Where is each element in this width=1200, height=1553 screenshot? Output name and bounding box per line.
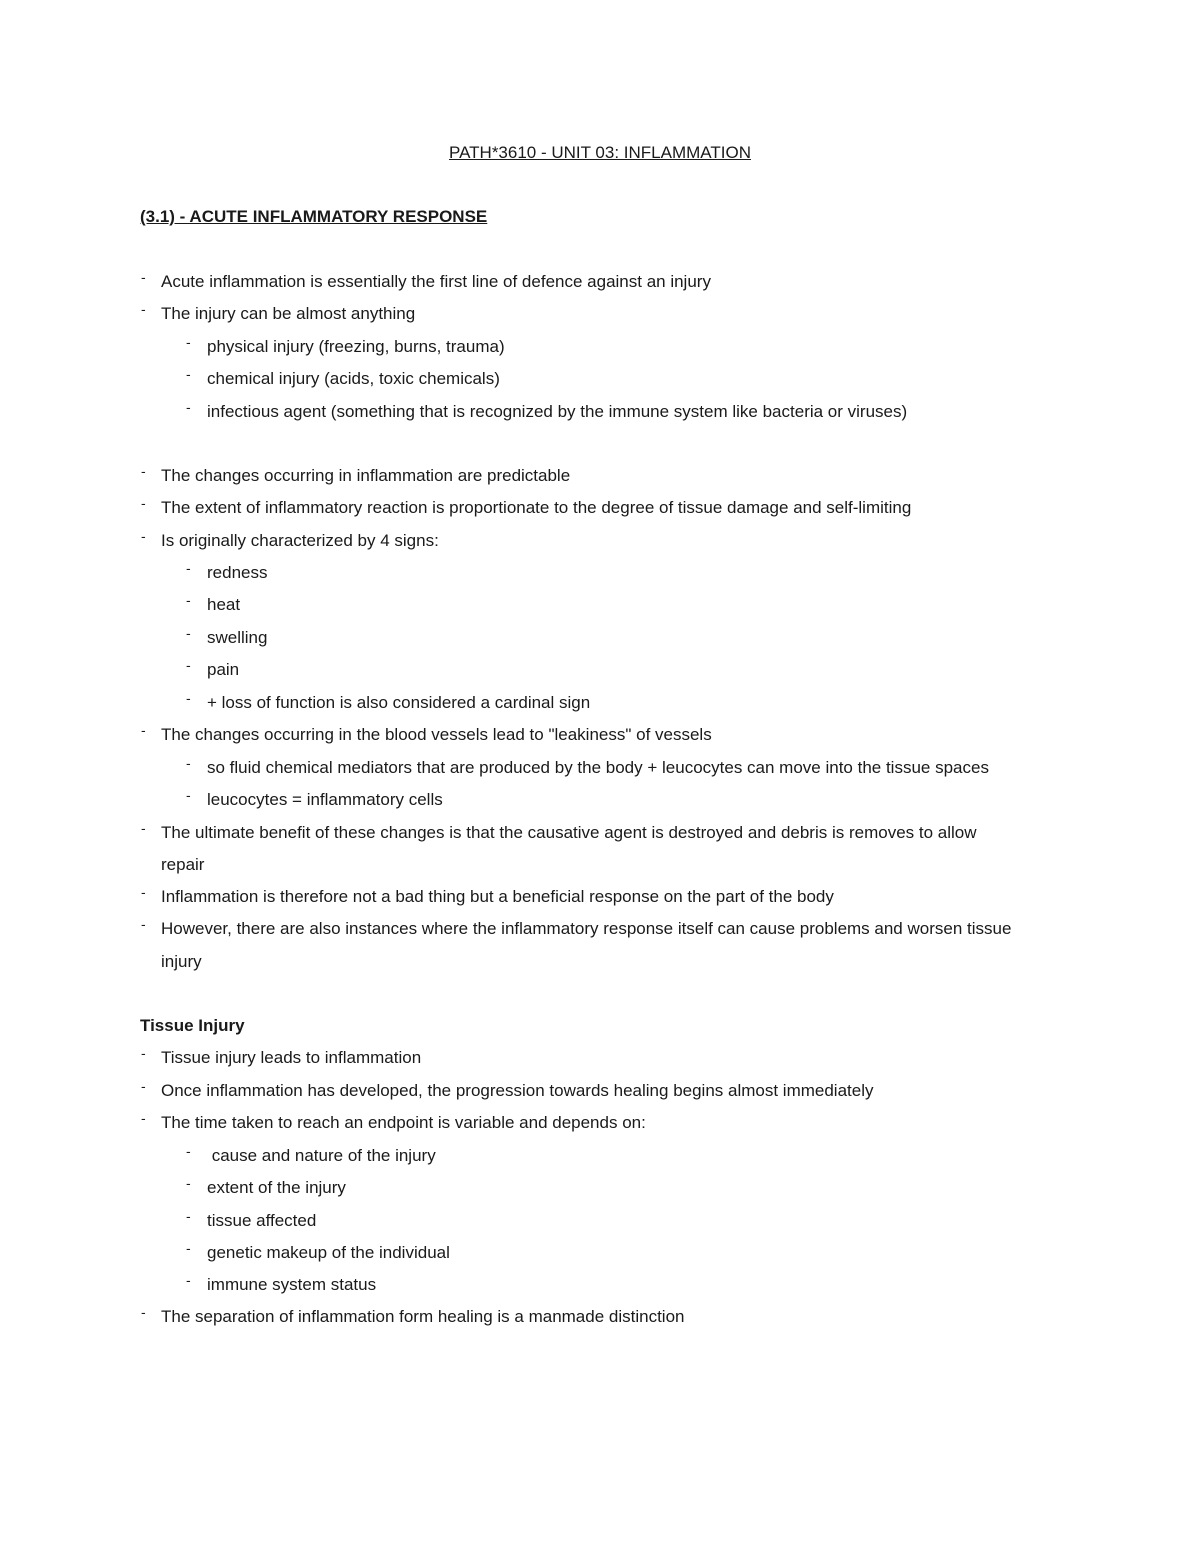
bullet-dash: - <box>186 366 191 382</box>
bullet-dash: - <box>186 592 191 608</box>
bullet-dash: - <box>141 1110 146 1126</box>
sub-list-item <box>186 1272 377 1297</box>
list-item <box>141 1078 874 1103</box>
bullet-dash: - <box>141 269 146 285</box>
bullet-dash: - <box>186 399 191 415</box>
bullet-dash: - <box>141 820 146 836</box>
list-item-text: Tissue injury leads to inflammation <box>161 1048 422 1067</box>
sub-list-item <box>186 1240 450 1265</box>
list-item <box>141 495 912 520</box>
sub-list-item <box>186 690 591 715</box>
list-item-text: genetic makeup of the individual <box>207 1243 450 1262</box>
list-item-text: However, there are also instances where the inflammatory response itself can cause problems and worsen tissue <box>161 919 1012 938</box>
bullet-dash: - <box>186 1272 191 1288</box>
sub-list-item <box>186 592 241 617</box>
bullet-dash: - <box>141 722 146 738</box>
bullet-dash: - <box>141 1078 146 1094</box>
list-item-continuation: repair <box>161 855 205 874</box>
list-item-text: + loss of function is also considered a cardinal sign <box>207 693 591 712</box>
list-item <box>141 884 834 909</box>
bullet-dash: - <box>141 884 146 900</box>
list-item-text: The separation of inflammation form healing is a manmade distinction <box>161 1307 685 1326</box>
bullet-dash: - <box>141 528 146 544</box>
sub-list-item <box>186 560 268 585</box>
list-item-text: tissue affected <box>207 1211 317 1230</box>
list-item-text: swelling <box>207 628 268 647</box>
document-title: PATH*3610 - UNIT 03: INFLAMMATION <box>449 143 751 162</box>
list-item <box>141 528 439 553</box>
bullet-dash: - <box>141 495 146 511</box>
list-item-text: Acute inflammation is essentially the first line of defence against an injury <box>161 272 711 291</box>
list-item-text: Once inflammation has developed, the progression towards healing begins almost immediately <box>161 1081 874 1100</box>
list-item-text: pain <box>207 660 240 679</box>
list-item <box>141 916 1012 941</box>
sub-list-item <box>186 1143 436 1168</box>
list-item-text: redness <box>207 563 268 582</box>
sub-list-item <box>186 625 268 650</box>
bullet-dash: - <box>186 657 191 673</box>
list-item-text: The time taken to reach an endpoint is variable and depends on: <box>161 1113 646 1132</box>
section-heading-acute-inflammatory-response: (3.1) - ACUTE INFLAMMATORY RESPONSE <box>140 207 488 226</box>
list-item-text: heat <box>207 595 241 614</box>
section-heading-tissue-injury: Tissue Injury <box>140 1016 245 1035</box>
sub-list-item <box>186 399 908 424</box>
list-item-text: leucocytes = inflammatory cells <box>207 790 443 809</box>
list-item-text: physical injury (freezing, burns, trauma) <box>207 337 505 356</box>
bullet-dash: - <box>186 787 191 803</box>
list-item-text: cause and nature of the injury <box>207 1146 436 1165</box>
sub-list-item <box>186 755 989 780</box>
list-item-text: The ultimate benefit of these changes is that the causative agent is destroyed and debris is removes to allow <box>161 823 977 842</box>
list-item <box>141 722 712 747</box>
list-item-text: The extent of inflammatory reaction is proportionate to the degree of tissue damage and self-limiting <box>161 498 912 517</box>
list-item-text: immune system status <box>207 1275 377 1294</box>
bullet-dash: - <box>141 916 146 932</box>
list-item <box>141 1110 646 1135</box>
sub-list-item <box>186 1175 346 1200</box>
bullet-dash: - <box>186 560 191 576</box>
list-item-text: so fluid chemical mediators that are produced by the body + leucocytes can move into the tissue spaces <box>207 758 989 777</box>
bullet-dash: - <box>186 625 191 641</box>
list-item-text: infectious agent (something that is recognized by the immune system like bacteria or viruses) <box>207 402 908 421</box>
list-item <box>141 269 711 294</box>
list-item-text: extent of the injury <box>207 1178 346 1197</box>
list-item <box>141 463 571 488</box>
sub-list-item <box>186 366 500 391</box>
list-item <box>141 301 416 326</box>
bullet-dash: - <box>186 334 191 350</box>
list-item-text: Is originally characterized by 4 signs: <box>161 531 439 550</box>
bullet-dash: - <box>141 1304 146 1320</box>
list-item-text: The changes occurring in the blood vessels lead to "leakiness" of vessels <box>161 725 712 744</box>
list-item <box>141 1045 422 1070</box>
list-item-text: chemical injury (acids, toxic chemicals) <box>207 369 500 388</box>
bullet-dash: - <box>186 690 191 706</box>
bullet-dash: - <box>186 1143 191 1159</box>
list-item-continuation: injury <box>161 952 202 971</box>
sub-list-item <box>186 334 505 359</box>
sub-list-item <box>186 787 443 812</box>
sub-list-item <box>186 1208 317 1233</box>
bullet-dash: - <box>141 463 146 479</box>
sub-list-item <box>186 657 240 682</box>
list-item <box>141 1304 685 1329</box>
bullet-dash: - <box>141 1045 146 1061</box>
list-item <box>141 820 977 845</box>
list-item-text: Inflammation is therefore not a bad thing but a beneficial response on the part of the body <box>161 887 834 906</box>
bullet-dash: - <box>186 1175 191 1191</box>
bullet-dash: - <box>186 1240 191 1256</box>
bullet-dash: - <box>186 755 191 771</box>
list-item-text: The injury can be almost anything <box>161 304 416 323</box>
bullet-dash: - <box>141 301 146 317</box>
bullet-dash: - <box>186 1208 191 1224</box>
list-item-text: The changes occurring in inflammation are predictable <box>161 466 571 485</box>
